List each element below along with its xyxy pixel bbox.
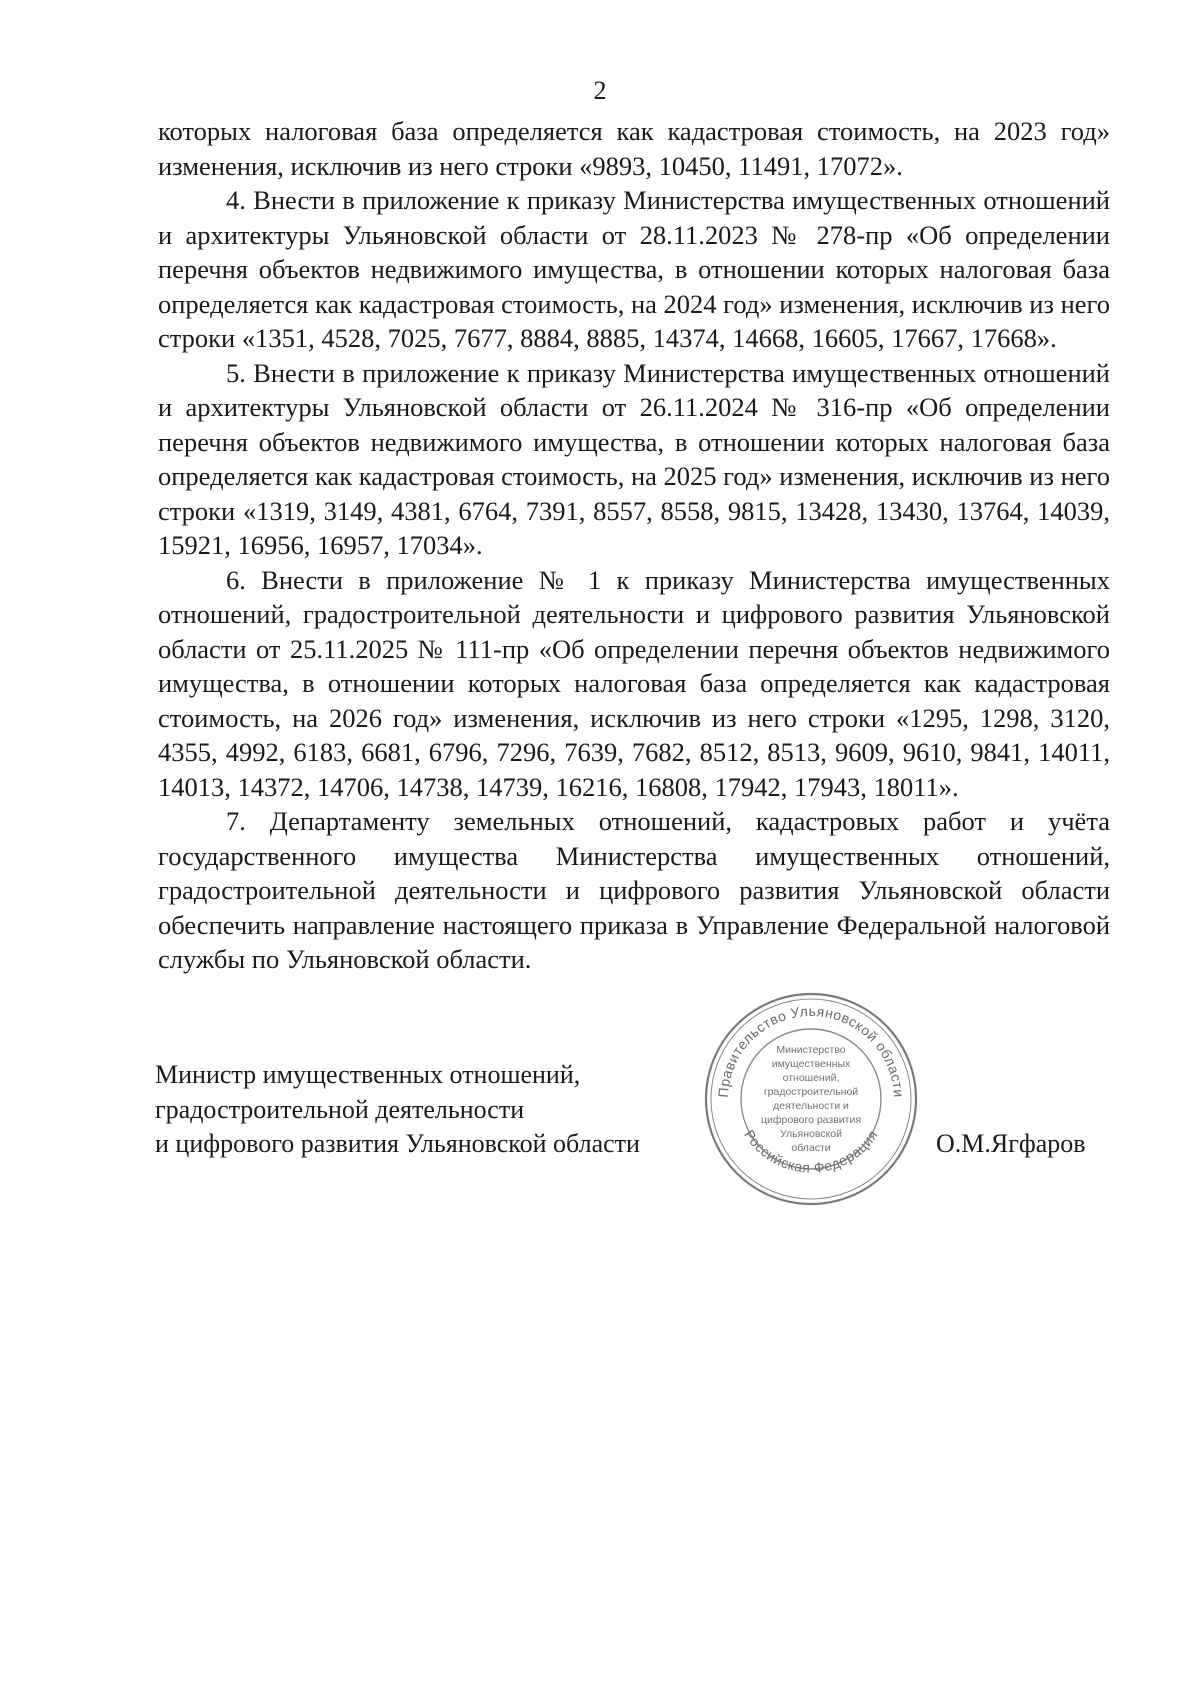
- page-number: 2: [593, 76, 607, 105]
- seal-center-line: градостроительной: [763, 1086, 859, 1098]
- seal-center-line: цифрового развития: [760, 1114, 862, 1126]
- seal-graphic: [700, 988, 922, 1210]
- signature-position-line: Министр имущественных отношений,: [155, 1060, 581, 1089]
- seal-center-line: Министерство: [776, 1044, 846, 1056]
- paragraph-item-5: 5. Внести в приложение к приказу Министерства имущественных отношений и архитектуры Ульяновской области от 26.11.2024 № 316-пр «Об определении перечня объектов недвижимого имущества, в отношении которых налоговая база определяется как кадастровая стоимость, на 2025 год» изменения, исключив из него строки «1319, 3149, 4381, 6764, 7391, 8557, 8558, 9815, 13428, 13430, 13764, 14039, 15921, 16956, 16957, 17034».: [158, 357, 1110, 560]
- seal-center-line: Ульяновской: [779, 1128, 843, 1140]
- paragraph-item-4: 4. Внести в приложение к приказу Министерства имущественных отношений и архитектуры Ульяновской области от 28.11.2023 № 278-пр «Об определении перечня объектов недвижимого имущества, в отношении которых налоговая база определяется как кадастровая стоимость, на 2024 год» изменения, исключив из него строки «1351, 4528, 7025, 7677, 8884, 8885, 14374, 14668, 16605, 17667, 17668».: [158, 185, 1110, 353]
- paragraph-continuation: которых налоговая база определяется как кадастровая стоимость, на 2023 год» изменения, исключив из него строки «9893, 10450, 11491, 17072».: [158, 116, 1110, 181]
- signature-position: [155, 1058, 640, 1162]
- signature-position-line: градостроительной деятельности: [155, 1094, 525, 1124]
- seal-center-line: имущественных: [771, 1058, 851, 1070]
- seal-center-line: области: [791, 1142, 831, 1154]
- seal-center-line: отношений,: [782, 1072, 840, 1084]
- paragraph-item-7: 7. Департаменту земельных отношений, кадастровых работ и учёта государственного имущества Министерства имущественных отношений, градостроительной деятельности и цифрового развития Ульяновской области обеспечить направление настоящего приказа в Управление Федеральной налоговой службы по Ульяновской области.: [158, 806, 1110, 974]
- document-body: [158, 114, 1110, 977]
- seal-ring-text-bottom: Российская Федерация: [741, 1126, 881, 1176]
- seal-center-line: деятельности и: [773, 1100, 849, 1112]
- paragraph-item-6: 6. Внести в приложение № 1 к приказу Министерства имущественных отношений, градостроительной деятельности и цифрового развития Ульяновской области от 25.11.2025 № 111-пр «Об определении перечня объектов недвижимого имущества, в отношении которых налоговая база определяется как кадастровая стоимость, на 2026 год» изменения, исключив из него строки «1295, 1298, 3120, 4355, 4992, 6183, 6681, 6796, 7296, 7639, 7682, 8512, 8513, 9609, 9610, 9841, 14011, 14013, 14372, 14706, 14738, 14739, 16216, 16808, 17942, 17943, 18011».: [158, 564, 1110, 802]
- seal-ring-text-top: Правительство Ульяновской области: [714, 1002, 908, 1099]
- official-seal: [700, 988, 922, 1210]
- signature-position-line: и цифрового развития Ульяновской области: [155, 1129, 640, 1158]
- signer-name: О.М.Ягфаров: [936, 1129, 1086, 1158]
